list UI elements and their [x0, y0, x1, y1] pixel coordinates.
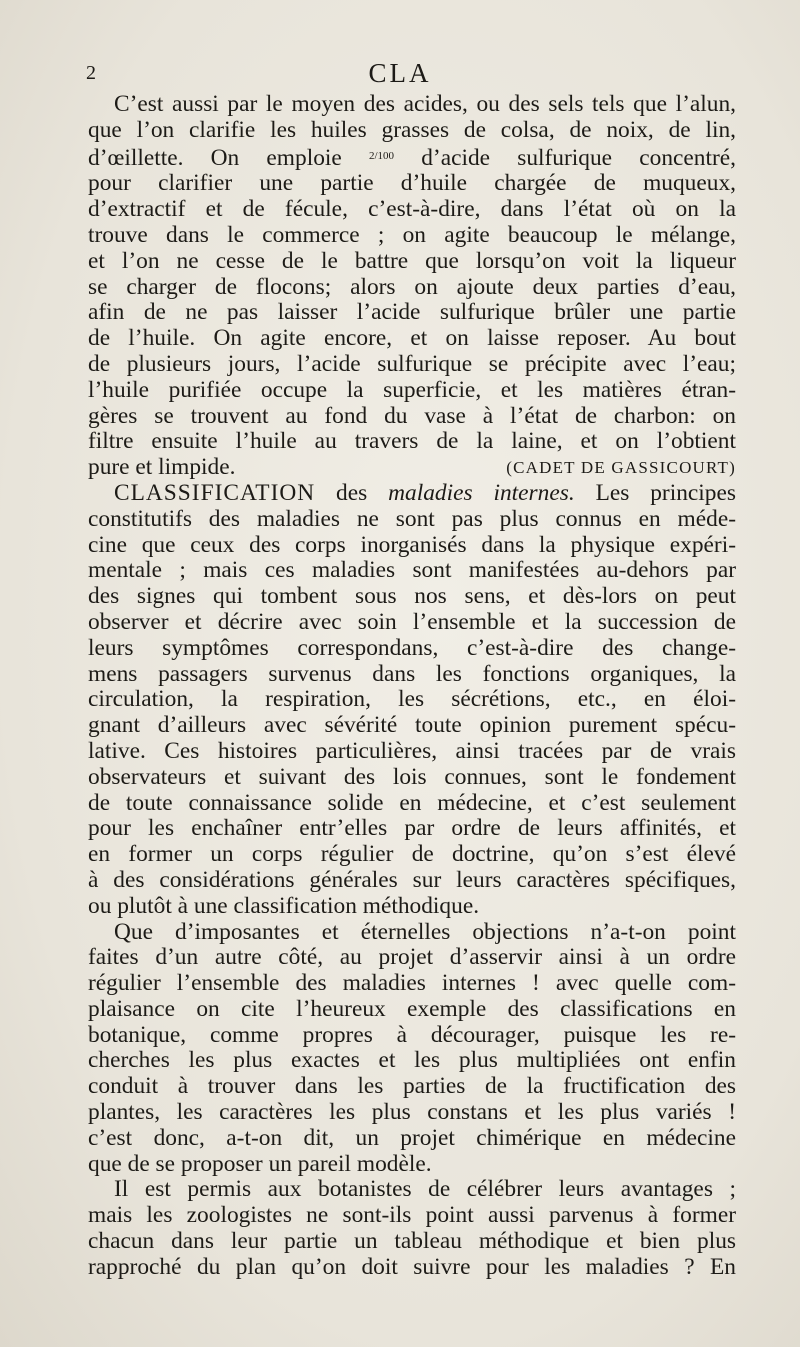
text-line: ou plutôt à une classification méthodique. — [88, 892, 480, 919]
text-line: l’huile purifiée occupe la superficie, et les matières étran- — [88, 376, 736, 403]
text-line: Que d’imposantes et éternelles objections n’a-t-on point — [114, 918, 736, 945]
body-text — [88, 92, 736, 1281]
fraction: 2/100 — [368, 149, 395, 162]
text-line: filtre ensuite l’huile au travers de la laine, et on l’obtient — [88, 428, 736, 455]
text-line: plantes, les caractères les plus constans et les plus variés ! — [88, 1099, 736, 1126]
text-line: C’est aussi par le moyen des acides, ou des sels tels que l’alun, — [114, 91, 736, 117]
text-line: lative. Ces histoires particulières, ainsi tracées par de vrais — [88, 737, 736, 764]
text-line: observateurs et suivant des lois connues, sont le fondement — [88, 763, 736, 790]
text-line: que l’on clarifie les huiles grasses de colsa, de noix, de lin, — [88, 116, 736, 143]
text-line: d’extractif et de fécule, c’est-à-dire, dans l’état où on la — [88, 196, 736, 223]
text-line: mentale ; mais ces maladies sont manifestées au-dehors par — [88, 557, 736, 584]
text-line: conduit à trouver dans les parties de la fructification des — [88, 1073, 736, 1100]
text-line: régulier l’ensemble des maladies internes ! avec quelle com- — [88, 970, 736, 997]
text-line: se charger de flocons; alors on ajoute deux parties d’eau, — [88, 273, 736, 300]
text-line: et l’on ne cesse de le battre que lorsqu’on voit la liqueur — [88, 247, 736, 274]
text-line: faites d’un autre côté, au projet d’asservir ainsi à un ordre — [88, 944, 736, 971]
text-line: rapproché du plan qu’on doit suivre pour les maladies ? En — [88, 1253, 736, 1280]
text-line: afin de ne pas laisser l’acide sulfurique brûler une partie — [88, 299, 736, 326]
text-line-with-attribution: pure et limpide. (CADET DE GASSICOURT) — [88, 454, 736, 481]
text-line: des signes qui tombent sous nos sens, et dès-lors on peut — [88, 583, 736, 610]
text-line: chacun dans leur partie un tableau méthodique et bien plus — [88, 1228, 736, 1255]
text-line: en former un corps régulier de doctrine, qu’on s’est élevé — [88, 841, 736, 868]
text-line: trouve dans le commerce ; on agite beaucoup le mélange, — [88, 221, 736, 248]
text-line: circulation, la respiration, les sécrétions, etc., en éloi- — [88, 686, 736, 713]
text-line: observer et décrire avec soin l’ensemble et la succession de — [88, 608, 736, 635]
text-line: Il est permis aux botanistes de célébrer leurs avantages ; — [114, 1176, 736, 1203]
attribution: (CADET DE GASSICOURT) — [506, 458, 736, 478]
text-line: gnant d’ailleurs avec sévérité toute opinion purement spécu- — [88, 712, 736, 739]
page-mark: 2 — [86, 62, 96, 84]
text-line: que de se proposer un pareil modèle. — [88, 1150, 432, 1177]
text-line: plaisance on cite l’heureux exemple des classifications en — [88, 995, 736, 1022]
text-line: pour clarifier une partie d’huile chargée de muqueux, — [88, 170, 736, 197]
text-line: c’est donc, a-t-on dit, un projet chimérique en médecine — [88, 1124, 736, 1151]
text-line: botanique, comme propres à décourager, puisque les re- — [88, 1021, 736, 1048]
text-line: leurs symptômes correspondans, c’est-à-dire des change- — [88, 634, 736, 661]
text-line: mais les zoologistes ne sont-ils point aussi parvenus à former — [88, 1202, 736, 1229]
text-line: mens passagers survenus dans les fonctions organiques, la — [88, 660, 736, 687]
text-line: de l’huile. On agite encore, et on laisse reposer. Au bout — [88, 325, 736, 352]
text-line-with-fraction: d’œillette. On emploie $^{2/100}$ d’acide sulfurique concentré, — [88, 144, 736, 171]
entry-topic: maladies internes. — [388, 479, 575, 506]
entry-headword: CLASSIFICATION — [114, 479, 316, 506]
text-line: cine que ceux des corps inorganisés dans la physique expéri- — [88, 531, 736, 558]
text-line: constitutifs des maladies ne sont pas plus connus en méde- — [88, 505, 736, 532]
text-line: gères se trouvent au fond du vase à l’état de charbon: on — [88, 402, 736, 429]
text-line: à des considérations générales sur leurs caractères spécifiques, — [88, 866, 736, 893]
text-line: pour les enchaîner entr’elles par ordre de leurs affinités, et — [88, 815, 736, 842]
entry-heading-line: CLASSIFICATION des maladies internes. Les principes — [114, 479, 736, 506]
running-head: CLA — [368, 58, 432, 88]
text-line: cherches les plus exactes et les plus multipliées ont enfin — [88, 1047, 736, 1074]
text-line: de plusieurs jours, l’acide sulfurique se précipite avec l’eau; — [88, 350, 736, 377]
text-line: de toute connaissance solide en médecine, et c’est seulement — [88, 789, 736, 816]
